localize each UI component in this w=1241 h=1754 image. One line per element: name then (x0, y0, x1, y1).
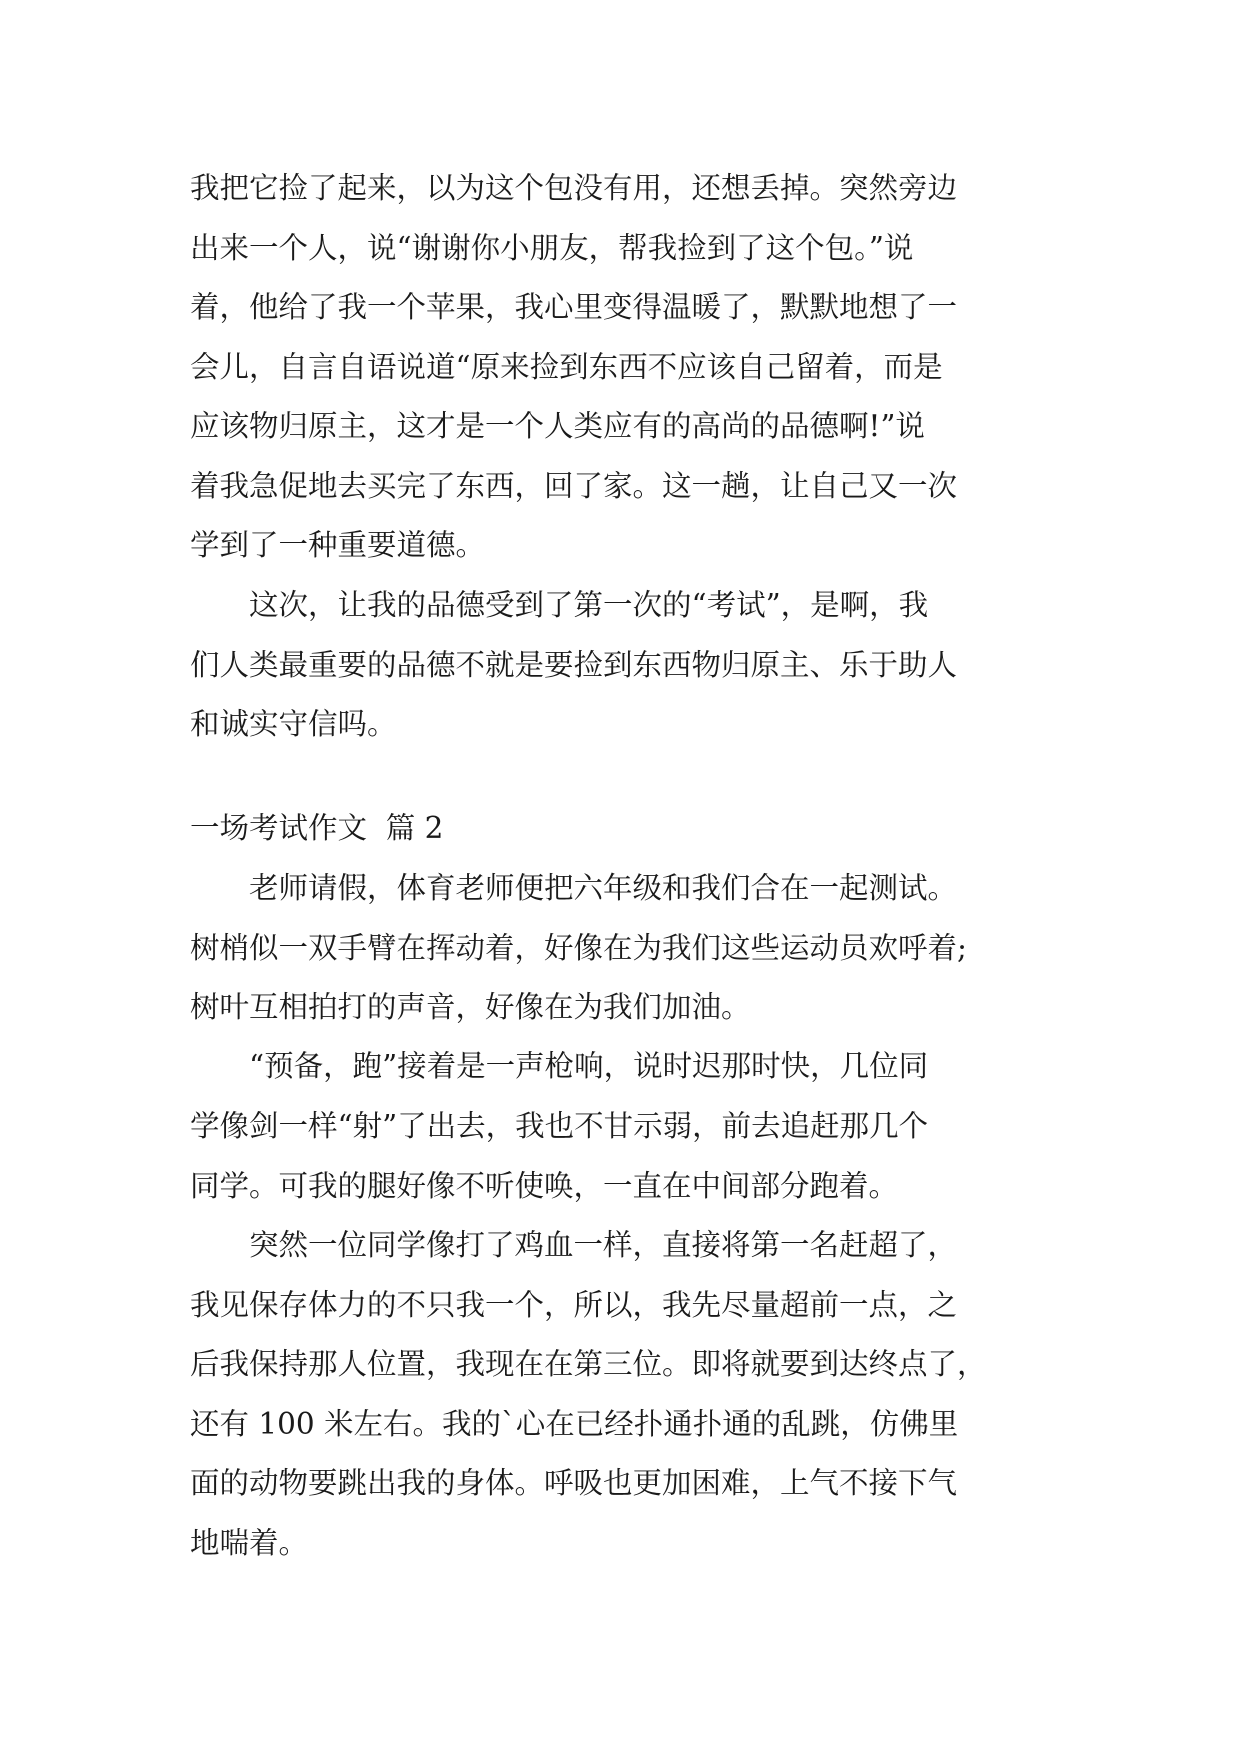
text-line: 还有 100 米左右。我的`心在已经扑通扑通的乱跳，仿佛里 (190, 1407, 959, 1441)
paragraph-start-line: “预备，跑”接着是一声枪响，说时迟那时快，几位同 (190, 1049, 929, 1083)
text-line: 面的动物要跳出我的身体。呼吸也更加困难，上气不接下气 (190, 1466, 958, 1500)
text-line: 出来一个人，说“谢谢你小朋友，帮我捡到了这个包。”说 (190, 231, 914, 265)
text-line: 树梢似一双手臂在挥动着，好像在为我们这些运动员欢呼着; (190, 931, 967, 965)
text-line: 树叶互相拍打的声音，好像在为我们加油。 (190, 990, 751, 1024)
text-line: 我把它捡了起来，以为这个包没有用，还想丢掉。突然旁边 (190, 171, 958, 205)
paragraph-start-line: 这次，让我的品德受到了第一次的“考试”，是啊，我 (190, 588, 929, 622)
text-line: 学像剑一样“射”了出去，我也不甘示弱，前去追赶那几个 (190, 1109, 929, 1143)
text-line: 会儿，自言自语说道“原来捡到东西不应该自己留着，而是 (190, 350, 943, 384)
text-line: 和诚实守信吗。 (190, 707, 397, 741)
text-line: 同学。可我的腿好像不听使唤，一直在中间部分跑着。 (190, 1169, 899, 1203)
text-line: 着我急促地去买完了东西，回了家。这一趟，让自己又一次 (190, 469, 958, 503)
paragraph-start-line: 老师请假，体育老师便把六年级和我们合在一起测试。 (190, 871, 958, 905)
text-line: 学到了一种重要道德。 (190, 528, 486, 562)
text-line: 后我保持那人位置，我现在在第三位。即将就要到达终点了， (190, 1347, 987, 1381)
section-title: 一场考试作文 篇 2 (190, 811, 444, 845)
text-line: 地喘着。 (190, 1526, 309, 1560)
text-line: 着，他给了我一个苹果，我心里变得温暖了，默默地想了一 (190, 290, 958, 324)
text-line: 我见保存体力的不只我一个，所以，我先尽量超前一点，之 (190, 1288, 958, 1322)
paragraph-start-line: 突然一位同学像打了鸡血一样，直接将第一名赶超了， (190, 1228, 958, 1262)
text-line: 应该物归原主，这才是一个人类应有的高尚的品德啊!”说 (190, 409, 925, 443)
text-line: 们人类最重要的品德不就是要捡到东西物归原主、乐于助人 (190, 648, 958, 682)
